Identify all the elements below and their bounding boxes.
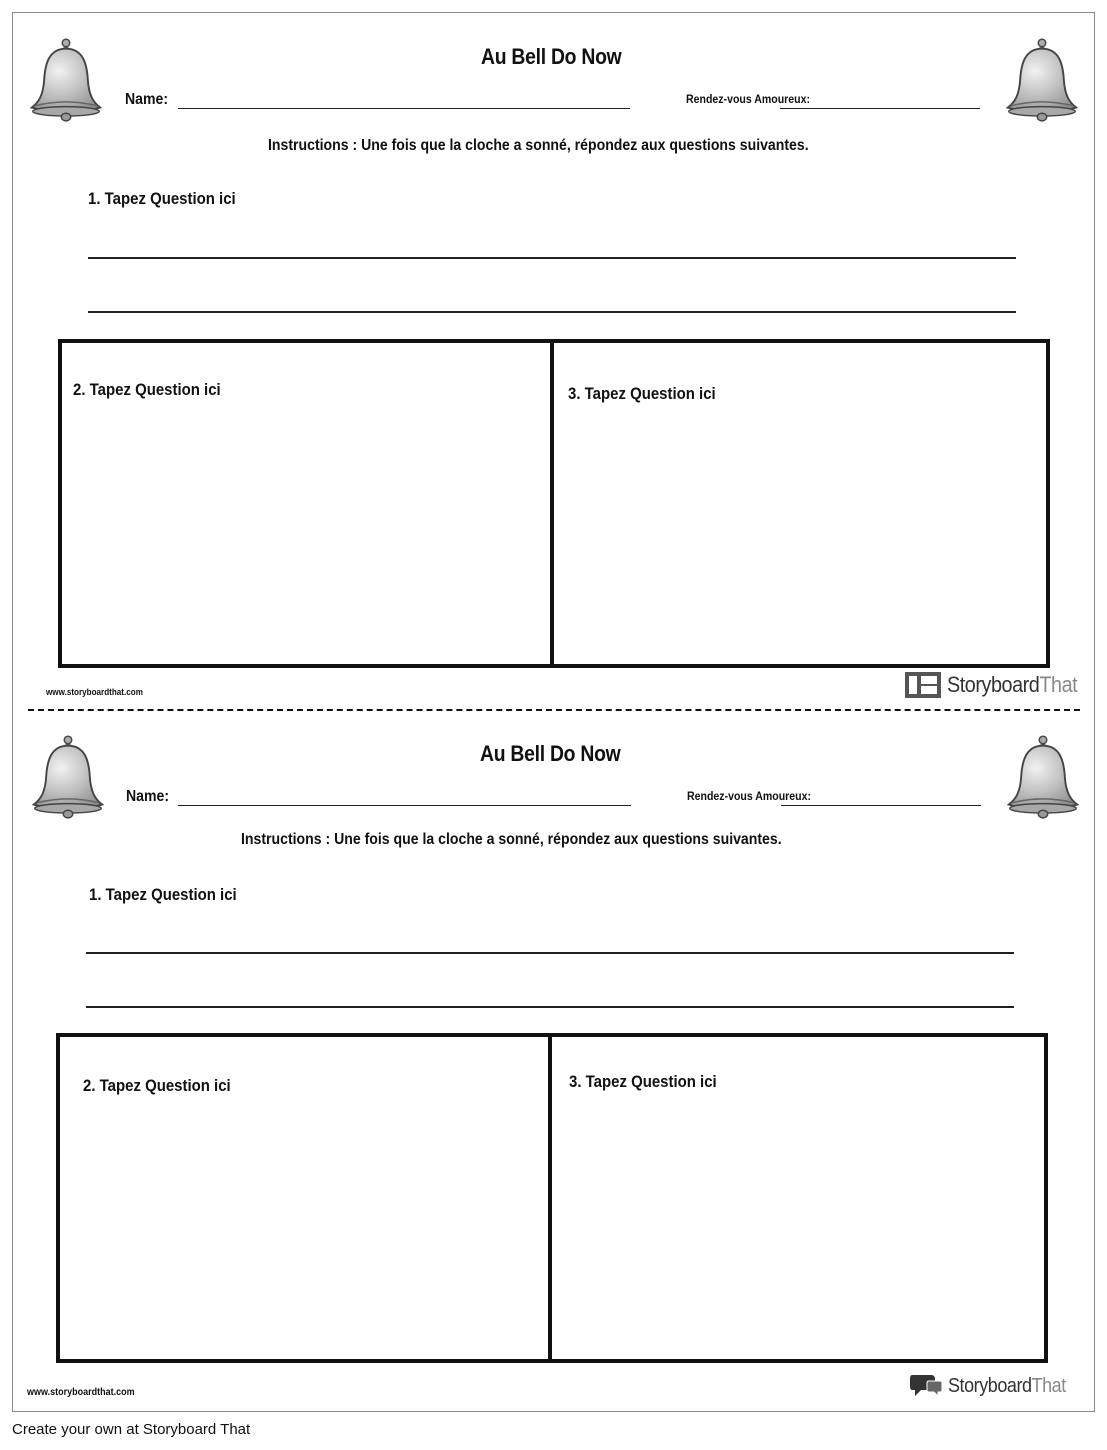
bell-icon (30, 733, 106, 821)
logo-text-that: That (1039, 672, 1078, 697)
answer-line-1[interactable] (86, 952, 1014, 954)
logo-text-that: That (1031, 1374, 1066, 1397)
cut-line (28, 709, 1080, 711)
instructions-text: Instructions : Une fois que la cloche a sonné, répondez aux questions suivantes. (268, 137, 809, 154)
answer-line-2[interactable] (86, 1006, 1014, 1008)
date-line[interactable] (781, 805, 981, 806)
box-divider (548, 1033, 552, 1363)
site-url: www.storyboardthat.com (46, 687, 143, 697)
site-url: www.storyboardthat.com (27, 1387, 135, 1398)
footer-link[interactable]: Create your own at Storyboard That (12, 1421, 251, 1438)
bell-icon (28, 36, 104, 124)
storyboard-logo (904, 671, 1092, 699)
name-line[interactable] (178, 805, 631, 806)
question-1-label: 1. Tapez Question ici (89, 885, 237, 904)
worksheet-title: Au Bell Do Now (480, 741, 621, 766)
storyboard-logo-icon (904, 671, 942, 699)
instructions-text: Instructions : Une fois que la cloche a sonné, répondez aux questions suivantes. (241, 831, 782, 848)
question-2-label: 2. Tapez Question ici (73, 380, 221, 399)
name-label: Name: (125, 91, 169, 108)
worksheet-title: Au Bell Do Now (481, 44, 622, 69)
question-3-label: 3. Tapez Question ici (568, 384, 716, 403)
bell-icon (1004, 36, 1080, 124)
question-1-label: 1. Tapez Question ici (88, 189, 236, 208)
answer-line-2[interactable] (88, 311, 1016, 313)
answer-line-1[interactable] (88, 257, 1016, 259)
date-label: Rendez-vous Amoureux: (687, 789, 811, 803)
logo-text-storyboard: Storyboard (948, 1374, 1032, 1397)
question-3-label: 3. Tapez Question ici (569, 1072, 717, 1091)
logo-text-storyboard: Storyboard (947, 672, 1040, 697)
date-line[interactable] (780, 108, 980, 109)
storyboard-logo (909, 1373, 1079, 1399)
storyboard-logo-icon (909, 1373, 943, 1399)
date-label: Rendez-vous Amoureux: (686, 92, 810, 106)
question-2-label: 2. Tapez Question ici (83, 1076, 231, 1095)
bell-icon (1005, 733, 1081, 821)
box-divider (550, 339, 554, 668)
name-line[interactable] (178, 108, 630, 109)
name-label: Name: (126, 788, 170, 805)
